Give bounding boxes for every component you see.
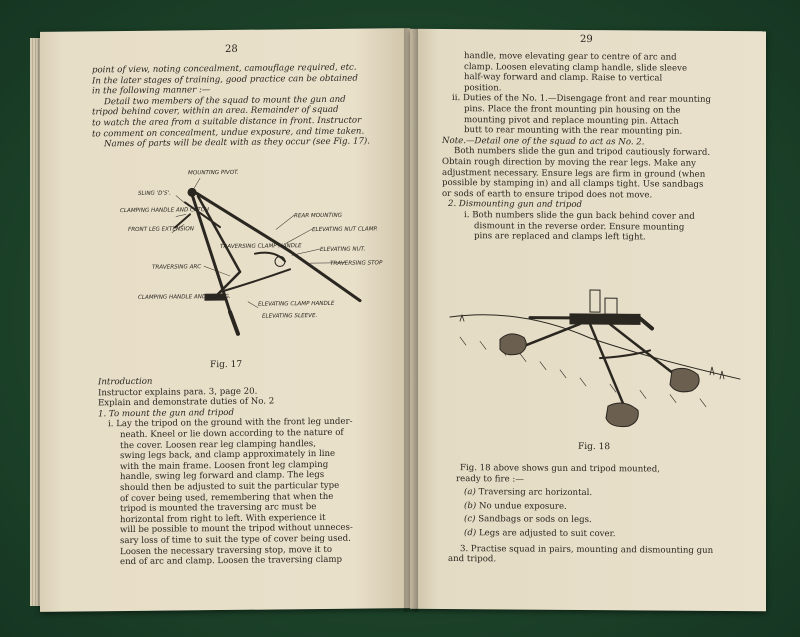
list-text: Traversing arc horizontal. xyxy=(478,487,593,499)
note-line: Note.—Detail one of the squad to act as No. 2. xyxy=(442,135,645,148)
text-line: neath. Kneel or lie down according to the nature of xyxy=(120,427,344,441)
list-text: No undue exposure. xyxy=(478,501,567,512)
text-line: ii. Duties of the No. 1.—Disengage front and rear mounting xyxy=(452,93,711,106)
text-line: with the main frame. Loosen front leg clamping xyxy=(120,459,329,472)
text-line: clamp. Loosen elevating clamp handle, slide sleeve xyxy=(464,61,688,74)
text-line: Explain and demonstrate duties of No. 2 xyxy=(98,396,275,409)
left-body xyxy=(98,374,403,568)
label-rear-mounting: REAR MOUNTING xyxy=(294,212,343,220)
text-line: ready to fire :— xyxy=(456,473,524,485)
left-page xyxy=(40,28,410,612)
label-traversing-stop: TRAVERSING STOP xyxy=(330,260,383,267)
text-line: dismount in the reverse order. Ensure mounting xyxy=(474,220,685,233)
open-book xyxy=(28,18,776,618)
list-item xyxy=(448,514,754,527)
text-line: 3. Practise squad in pairs, mounting and dismounting gun xyxy=(460,543,714,556)
text-line: Detail two members of the squad to mount the gun and xyxy=(104,94,346,108)
label-clamping-handle-catch: CLAMPING HANDLE AND CATCH xyxy=(120,207,209,215)
list-text: Sandbags or sods on legs. xyxy=(478,514,592,526)
list-marker: (b) xyxy=(464,500,477,512)
label-elevating-nut-clamp: ELEVATING NUT CLAMP. xyxy=(312,226,378,234)
label-elevating-sleeve: ELEVATING SLEEVE. xyxy=(262,313,318,320)
text-line: the cover. Loosen rear leg clamping handles, xyxy=(120,438,316,451)
text-line: Obtain rough direction by moving the rear legs. Make any xyxy=(442,156,697,169)
right-page xyxy=(410,29,766,611)
list-text: Legs are adjusted to suit cover. xyxy=(478,528,616,540)
list-marker: (d) xyxy=(464,528,477,539)
text-line: handle, swing leg forward and clamp. The legs xyxy=(120,470,325,483)
label-elevating-nut: ELEVATING NUT. xyxy=(320,246,366,254)
text-line: Fig. 18 above shows gun and tripod mounted, xyxy=(460,463,661,475)
text-line: in the following manner :— xyxy=(92,85,211,97)
text-line: sary loss of time to suit the type of cover being used. xyxy=(120,533,351,547)
text-line: should then be adjusted to suit the particular type xyxy=(120,480,340,494)
text-line: tripod behind cover, within an area. Remainder of squad xyxy=(92,105,339,118)
text-line: and tripod. xyxy=(448,554,497,565)
list-item xyxy=(448,487,754,500)
introduction-heading: Introduction xyxy=(98,376,153,388)
text-line: to watch the area from a suitable distance in front. Instructor xyxy=(92,115,362,129)
text-line: i. Both numbers slide the gun back behind cover and xyxy=(464,210,695,222)
text-line: possible by stamping in) and all clamps tight. Use sandbags xyxy=(442,178,704,190)
figure-18-mounted-gun-drawing xyxy=(440,277,760,449)
text-line: pins are replaced and clamps left tight. xyxy=(474,231,646,243)
text-line: adjustment necessary. Ensure legs are firm in ground (when xyxy=(442,167,706,180)
label-clamping-handle-spring: CLAMPING HANDLE AND SPRING. xyxy=(138,293,231,301)
left-intro xyxy=(92,62,397,150)
page-number-right: 29 xyxy=(580,33,593,46)
text-line: Loosen the necessary traversing stop, move it to xyxy=(120,544,332,557)
text-line: end of arc and clamp. Loosen the traversing clamp xyxy=(120,554,343,568)
text-line: Names of parts will be dealt with as they occur (see Fig. 17). xyxy=(104,136,371,150)
text-line: pins. Place the front mounting pin housing on the xyxy=(464,104,681,116)
text-line: i. Lay the tripod on the ground with the front leg under- xyxy=(108,417,353,430)
text-line: point of view, noting concealment, camouflage required, etc. xyxy=(92,62,357,76)
label-sling: SLING 'D'S'. xyxy=(138,190,171,197)
text-line: butt to rear mounting with the rear mounting pin. xyxy=(464,125,683,137)
text-line: handle, move elevating gear to centre of arc and xyxy=(464,51,677,63)
text-line: to comment on concealment, undue exposure, and time taken. xyxy=(92,126,365,139)
text-line: or sods of earth to ensure tripod does not move. xyxy=(442,188,653,201)
text-line: swing legs back, and clamp approximately in line xyxy=(120,449,336,462)
text-line: mounting pivot and replace mounting pin. Attach xyxy=(464,114,679,127)
figure-18-caption: Fig. 18 xyxy=(578,441,611,453)
figure-17-tripod-diagram xyxy=(80,150,400,353)
list-marker: (c) xyxy=(464,514,476,525)
text-line: In the later stages of training, good practice can be obtained xyxy=(92,73,358,86)
text-line: horizontal from right to left. With experience it xyxy=(120,512,326,525)
label-traversing-arc: TRAVERSING ARC xyxy=(152,264,202,271)
list-item xyxy=(448,501,754,514)
section-2-title: 2. Dismounting gun and tripod xyxy=(448,199,583,211)
label-traversing-clamp-handle: TRAVERSING CLAMP HANDLE xyxy=(220,243,302,251)
label-elevating-clamp-handle: ELEVATING CLAMP HANDLE xyxy=(258,300,335,308)
figure-17-caption: Fig. 17 xyxy=(210,359,243,371)
text-line: of cover being used, remembering that when the xyxy=(120,491,334,504)
text-line: position. xyxy=(464,82,502,94)
text-line: half-way forward and clamp. Raise to vertical xyxy=(464,72,663,84)
text-line: tripod is mounted the traversing arc must be xyxy=(120,502,317,515)
right-bottom xyxy=(448,463,754,567)
text-line: will be possible to mount the tripod without unneces- xyxy=(120,522,353,536)
label-front-leg-extension: FRONT LEG EXTENSION xyxy=(128,226,194,234)
list-marker: (a) xyxy=(464,487,476,498)
list-item xyxy=(448,528,754,541)
text-line: Both numbers slide the gun and tripod cautiously forward. xyxy=(454,146,711,159)
section-1-title: 1. To mount the gun and tripod xyxy=(98,407,234,420)
right-top xyxy=(442,51,752,244)
book-gutter xyxy=(404,28,418,612)
text-line: Instructor explains para. 3, page 20. xyxy=(98,386,258,398)
label-mounting-pivot: MOUNTING PIVOT. xyxy=(188,169,239,177)
page-number-left: 28 xyxy=(225,43,238,55)
